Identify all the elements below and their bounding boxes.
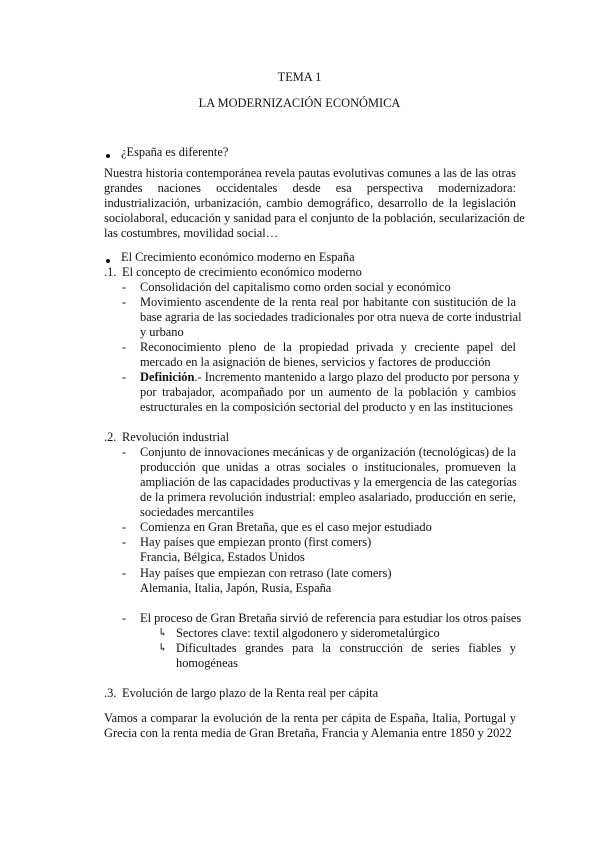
- dash: -: [122, 445, 127, 459]
- section-number: .1.: [104, 265, 117, 279]
- intro-line: grandes naciones occidentales desde esa perspectiva modernizadora:: [104, 181, 516, 195]
- arrow-bullet-icon: ↳: [158, 642, 168, 654]
- intro-line: las costumbres, movilidad social…: [104, 226, 279, 240]
- sub-list-item-line: homogéneas: [176, 656, 238, 670]
- paragraph-line: Vamos a comparar la evolución de la renta per cápita de España, Italia, Portugal y: [104, 711, 516, 725]
- question-heading: ¿España es diferente?: [121, 145, 229, 159]
- sub-list-item-line: Dificultades grandes para la construcción de series fiables y: [176, 641, 516, 655]
- sub-list-item: [176, 641, 516, 671]
- section-number: .3.: [104, 686, 117, 700]
- paragraph-line: Grecia con la renta media de Gran Bretaña, Francia y Alemania entre 1850 y 2022: [104, 726, 512, 740]
- list-item-line: ampliación de las capacidades productivas y la emergencia de las categorías: [140, 475, 517, 489]
- dash: -: [122, 535, 127, 549]
- intro-line: sociolaboral, educación y sanidad para el conjunto de la población, secularización de: [104, 211, 525, 225]
- list-item: Hay países que empiezan pronto (first comers): [140, 535, 372, 549]
- dash: -: [122, 280, 127, 294]
- section-heading: El Crecimiento económico moderno en España: [121, 250, 355, 264]
- intro-paragraph: [104, 166, 525, 241]
- intro-line: industrialización, urbanización, cambio demográfico, desarrollo de la legislación: [104, 196, 516, 210]
- dash: -: [122, 370, 127, 384]
- dash: -: [122, 611, 127, 625]
- list-item-line: base agraria de las sociedades tradicionales por otra nueva de corte industrial: [140, 310, 522, 324]
- list-item-line: producción que unidas a otras sociales o institucionales, promueven la: [140, 460, 516, 474]
- dash: -: [122, 340, 127, 354]
- closing-paragraph: [104, 711, 516, 741]
- list-item: [140, 445, 516, 520]
- definition-label: Definición: [140, 370, 195, 384]
- list-item-line: mercado en la asignación de bienes, servicios y factores de producción: [140, 355, 491, 369]
- list-item-line: Conjunto de innovaciones mecánicas y de organización (tecnológicas) de la: [140, 445, 516, 459]
- section-number: .2.: [104, 430, 117, 444]
- section-title: El concepto de crecimiento económico moderno: [122, 265, 362, 279]
- list-item: Consolidación del capitalismo como orden social y económico: [140, 280, 451, 294]
- list-item: El proceso de Gran Bretaña sirvió de referencia para estudiar los otros países: [140, 611, 522, 625]
- doc-subtitle: LA MODERNIZACIÓN ECONÓMICA: [198, 96, 401, 110]
- list-item: [140, 340, 516, 370]
- sub-list-item: Sectores clave: textil algodonero y siderometalúrgico: [176, 626, 440, 640]
- section-title: Revolución industrial: [122, 430, 230, 444]
- bullet-dot: [106, 259, 110, 263]
- list-item-line: de la primera revolución industrial: empleo asalariado, producción en serie,: [140, 490, 516, 504]
- dash: -: [122, 520, 127, 534]
- list-item-line: por trabajador, acompañado por un aumento de la población y cambios: [140, 385, 516, 399]
- definition-item: [140, 370, 520, 415]
- section-title: Evolución de largo plazo de la Renta real per cápita: [122, 686, 379, 700]
- list-item-line: sociedades mercantiles: [140, 505, 254, 519]
- list-item-line: [140, 370, 520, 385]
- dash: -: [122, 295, 127, 309]
- list-item-line: Reconocimiento pleno de la propiedad privada y creciente papel del: [140, 340, 516, 354]
- doc-title: TEMA 1: [277, 70, 322, 84]
- definition-text: .- Incremento mantenido a largo plazo del producto por persona y: [194, 370, 520, 384]
- bullet-dot: [106, 154, 110, 158]
- list-item: Hay países que empiezan con retraso (late comers): [140, 566, 392, 580]
- intro-line: Nuestra historia contemporánea revela pautas evolutivas comunes a las de las otras: [104, 166, 516, 180]
- list-item: Comienza en Gran Bretaña, que es el caso mejor estudiado: [140, 520, 432, 534]
- list-item-line: Movimiento ascendente de la renta real por habitante con sustitución de la: [140, 295, 516, 309]
- arrow-bullet-icon: ↳: [158, 627, 168, 639]
- dash: -: [122, 566, 127, 580]
- list-item: [140, 295, 522, 340]
- list-item-continuation: Alemania, Italia, Japón, Rusia, España: [140, 581, 332, 595]
- list-item-line: estructurales en la composición sectorial del producto y en las instituciones: [140, 400, 513, 414]
- list-item-continuation: Francia, Bélgica, Estados Unidos: [140, 550, 305, 564]
- list-item-line: y urbano: [140, 325, 184, 339]
